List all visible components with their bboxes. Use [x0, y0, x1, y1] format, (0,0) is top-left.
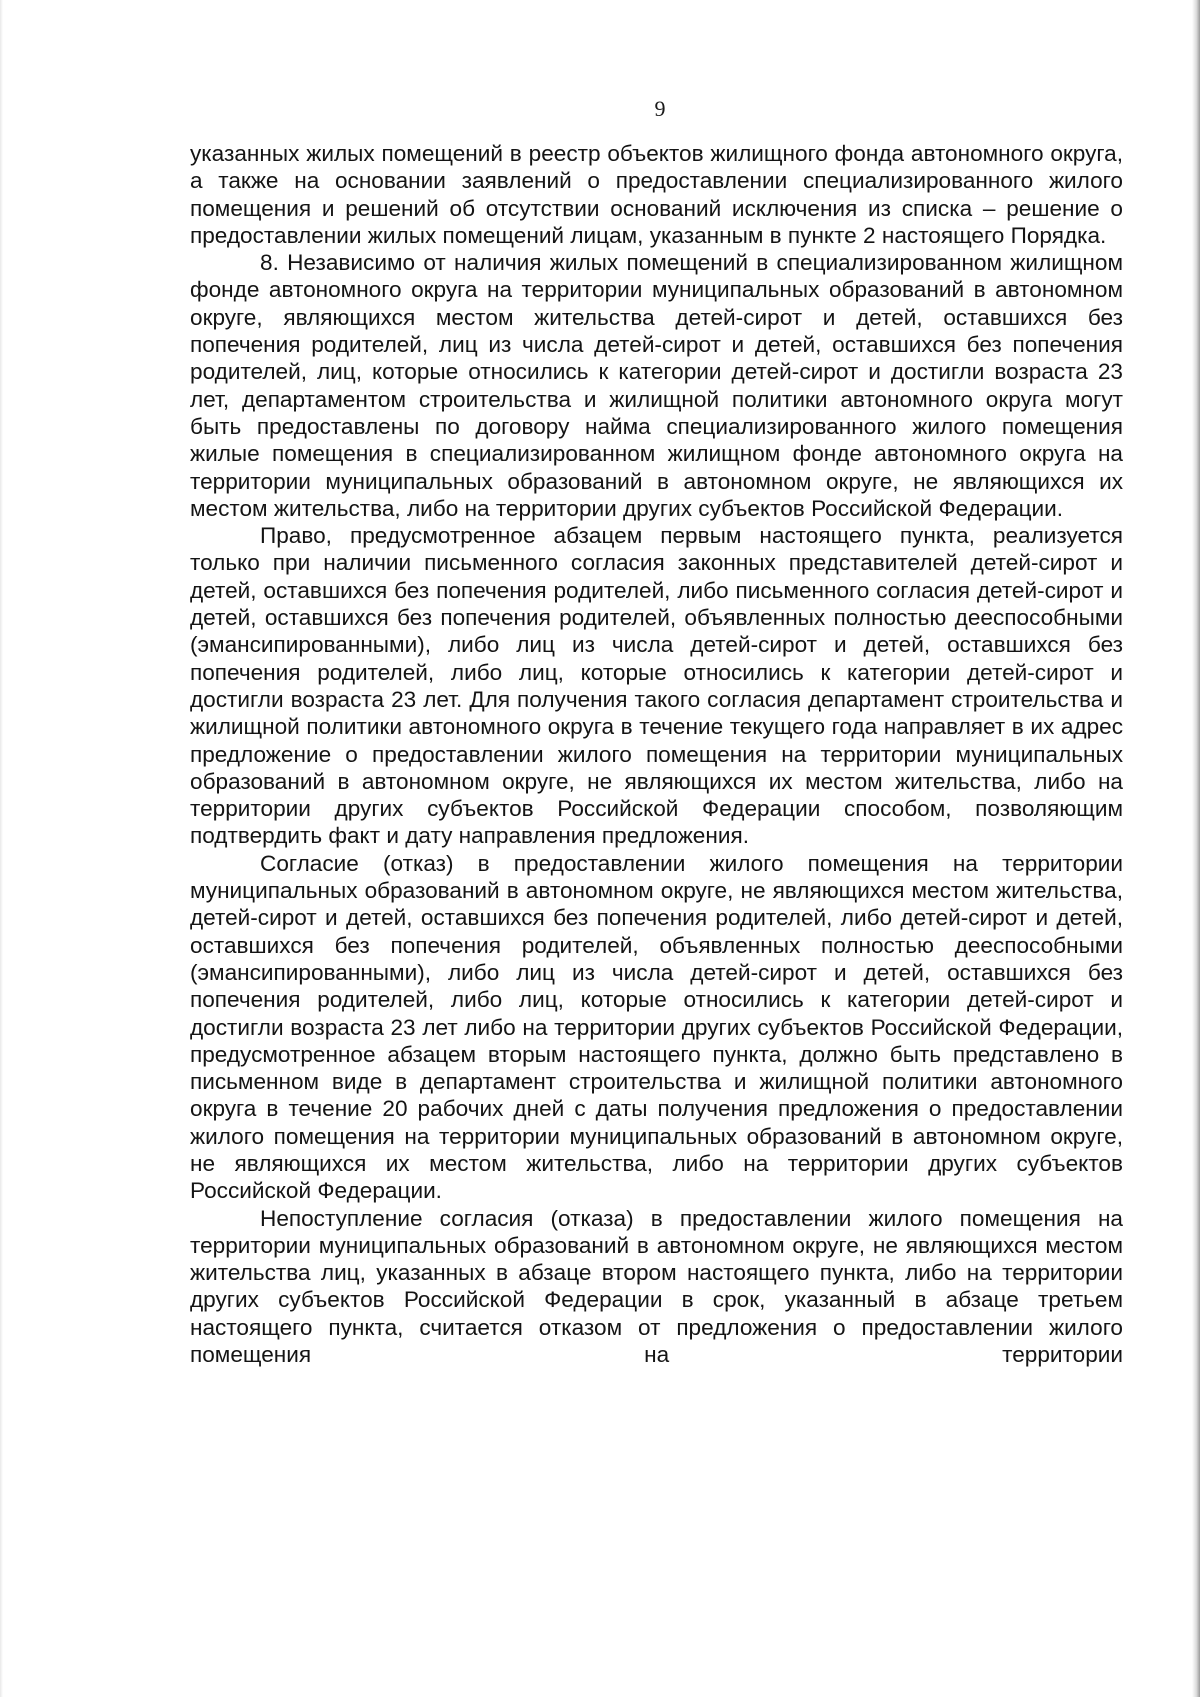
paragraph-consent-submission: Согласие (отказ) в предоставлении жилого помещения на территории муниципальных образований в автономном округе, не являющихся местом жительства, детей-сирот и детей, оставшихся без попечения родителей, либо детей-сирот и детей, оставшихся без попечения родителей, объявленных полностью дееспособными (эмансипированными), либо лиц из числа детей-сирот и детей, оставшихся без попечения родителей, либо лиц, которые относились к категории детей-сирот и достигли возраста 23 лет либо на территории других субъектов Российской Федерации, предусмотренное абзацем вторым настоящего пункта, должно быть представлено в письменном виде в департамент строительства и жилищной политики автономного округа в течение 20 рабочих дней с даты получения предложения о предоставлении жилого помещения на территории муниципальных образований в автономном округе, не являющихся их местом жительства, либо на территории других субъектов Российской Федерации.	[190, 850, 1123, 1204]
document-body	[190, 140, 1123, 1368]
page-number: 9	[654, 96, 666, 121]
paragraph-item-8: 8. Независимо от наличия жилых помещений в специализированном жилищном фонде автономного округа на территории муниципальных образований в автономном округе, являющихся местом жительства детей-сирот и детей, оставшихся без попечения родителей, лиц из числа детей-сирот и детей, оставшихся без попечения родителей, лиц, которые относились к категории детей-сирот и достигли возраста 23 лет, департаментом строительства и жилищной политики автономного округа могут быть предоставлены по договору найма специализированного жилого помещения жилые помещения в специализированном жилищном фонде автономного округа на территории муниципальных образований в автономном округе, не являющихся их местом жительства, либо на территории других субъектов Российской Федерации.	[190, 250, 1123, 521]
paragraph-non-receipt: Непоступление согласия (отказа) в предоставлении жилого помещения на территории муниципальных образований в автономном округе, не являющихся местом жительства лиц, указанных в абзаце втором настоящего пункта, либо на территории других субъектов Российской Федерации в срок, указанный в абзаце третьем настоящего пункта, считается отказом от предложения о предоставлении жилого помещения на территории	[190, 1205, 1123, 1368]
scan-edge-left	[0, 0, 3, 1697]
paragraph-consent-requirement: Право, предусмотренное абзацем первым настоящего пункта, реализуется только при наличии письменного согласия законных представителей детей-сирот и детей, оставшихся без попечения родителей, либо письменного согласия детей-сирот и детей, оставшихся без попечения родителей, объявленных полностью дееспособными (эмансипированными), либо лиц из числа детей-сирот и детей, оставшихся без попечения родителей, либо лиц, которые относились к категории детей-сирот и достигли возраста 23 лет. Для получения такого согласия департамент строительства и жилищной политики автономного округа в течение текущего года направляет в их адрес предложение о предоставлении жилого помещения на территории муниципальных образований в автономном округе, не являющихся их местом жительства, либо на территории других субъектов Российской Федерации способом, позволяющим подтвердить факт и дату направления предложения.	[190, 523, 1123, 849]
paragraph-continuation: указанных жилых помещений в реестр объектов жилищного фонда автономного округа, а также на основании заявлений о предоставлении специализированного жилого помещения и решений об отсутствии оснований исключения из списка – решение о предоставлении жилых помещений лицам, указанным в пункте 2 настоящего Порядка.	[190, 141, 1123, 248]
scan-edge-right	[1192, 0, 1200, 1697]
